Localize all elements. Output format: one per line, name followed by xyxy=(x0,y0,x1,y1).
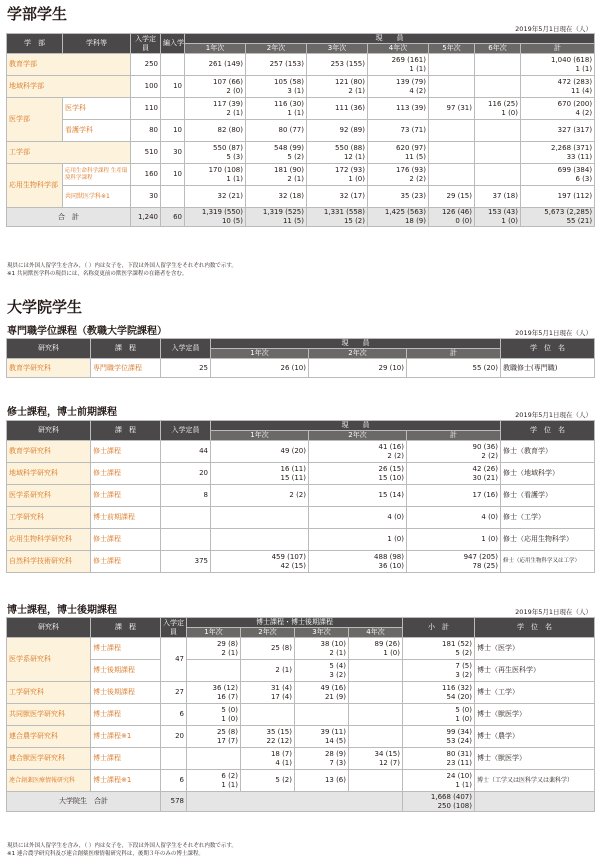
header-course: 課 程 xyxy=(91,339,161,359)
table-row xyxy=(7,660,595,682)
school-cell: 工学研究科 xyxy=(7,682,91,704)
header-year: 計 xyxy=(407,431,501,441)
capacity-cell: 44 xyxy=(161,441,211,463)
faculty-cell: 応用生物科学部 xyxy=(7,164,63,208)
value-cell: 92 (89) xyxy=(307,120,368,142)
value-cell xyxy=(475,76,521,98)
faculty-cell: 地域科学部 xyxy=(7,76,131,98)
value-cell xyxy=(429,142,475,164)
value-cell: 5 (0) 1 (0) xyxy=(403,704,475,726)
degree-cell: 博士（農学） xyxy=(475,726,595,748)
course-cell: 修士課程 xyxy=(91,529,161,551)
table-row xyxy=(7,441,595,463)
value-cell: 139 (79) 4 (2) xyxy=(368,76,429,98)
school-cell: 工学研究科 xyxy=(7,507,91,529)
blank-cell xyxy=(187,792,403,812)
value-cell xyxy=(295,704,349,726)
value-cell: 550 (87) 5 (3) xyxy=(185,142,246,164)
course-cell: 博士課程 xyxy=(91,704,161,726)
undergrad-total-row xyxy=(7,208,595,227)
total-transfer: 60 xyxy=(161,208,185,227)
header-current: 現 員 xyxy=(185,34,595,44)
header-subtotal: 小 計 xyxy=(403,618,475,638)
value-cell xyxy=(475,120,521,142)
value-cell: 670 (200) 4 (2) xyxy=(521,98,595,120)
header-capacity: 入学定員 xyxy=(131,34,161,54)
value-cell xyxy=(429,54,475,76)
undergrad-title: 学部学生 xyxy=(7,5,68,23)
value-cell xyxy=(475,54,521,76)
table-row xyxy=(7,551,595,573)
value-cell: 29 (8) 2 (1) xyxy=(187,638,241,660)
value-cell: 73 (71) xyxy=(368,120,429,142)
value-cell xyxy=(349,770,403,792)
grad-total-label: 大学院生 合計 xyxy=(7,792,161,812)
header-degree: 学 位 名 xyxy=(501,421,595,441)
header-year: 3年次 xyxy=(307,44,368,54)
value-cell: 257 (153) xyxy=(246,54,307,76)
value-cell: 13 (6) xyxy=(295,770,349,792)
total-capacity: 1,240 xyxy=(131,208,161,227)
header-degree: 学 位 名 xyxy=(475,618,595,638)
faculty-cell: 医学部 xyxy=(7,98,63,142)
capacity-cell: 20 xyxy=(161,726,187,748)
value-cell: 5 (0) 1 (0) xyxy=(187,704,241,726)
transfer-cell xyxy=(161,54,185,76)
degree-cell: 博士（工学又は医科学又は薬科学） xyxy=(475,770,595,792)
value-cell: 253 (155) xyxy=(307,54,368,76)
value-cell: 55 (20) xyxy=(407,359,501,378)
school-cell: 教育学研究科 xyxy=(7,359,91,378)
value-cell: 80 (77) xyxy=(246,120,307,142)
school-cell: 応用生物科学研究科 xyxy=(7,529,91,551)
school-cell: 共同獣医学研究科 xyxy=(7,704,91,726)
dept-cell: 看護学科 xyxy=(63,120,131,142)
value-cell: 197 (112) xyxy=(521,186,595,208)
faculty-cell: 工学部 xyxy=(7,142,131,164)
header-year: 2年次 xyxy=(309,431,407,441)
prof-table xyxy=(6,338,595,378)
value-cell xyxy=(429,164,475,186)
dept-cell: 応用生命科学課程 生産環境科学課程 xyxy=(63,164,131,186)
grad-total-cell: 1,668 (407) 250 (108) xyxy=(403,792,475,812)
capacity-cell: 100 xyxy=(131,76,161,98)
value-cell xyxy=(241,704,295,726)
value-cell: 620 (97) 11 (5) xyxy=(368,142,429,164)
header-year: 1年次 xyxy=(211,349,309,359)
course-cell: 博士課程 xyxy=(91,638,161,660)
table-row xyxy=(7,98,595,120)
table-row xyxy=(7,120,595,142)
doctor-note-1: 現員には外国人留学生を含み，（ ）内は女子を，下段は外国人留学生をそれぞれ内数で示す。 xyxy=(7,843,237,849)
master-date: 2019年5月1日現在（人） xyxy=(515,411,592,419)
table-row xyxy=(7,164,595,186)
header-year: 4年次 xyxy=(368,44,429,54)
degree-cell: 博士（獣医学） xyxy=(475,748,595,770)
capacity-cell: 110 xyxy=(131,98,161,120)
header-year: 4年次 xyxy=(349,628,403,638)
value-cell xyxy=(475,164,521,186)
degree-cell: 博士（工学） xyxy=(475,682,595,704)
value-cell: 29 (15) xyxy=(429,186,475,208)
degree-cell: 教職修士(専門職) xyxy=(501,359,595,378)
total-cell: 1,331 (558) 15 (2) xyxy=(307,208,368,227)
value-cell: 172 (93) 1 (0) xyxy=(307,164,368,186)
value-cell: 488 (98) 36 (10) xyxy=(309,551,407,573)
value-cell xyxy=(349,682,403,704)
table-row xyxy=(7,770,595,792)
value-cell: 947 (205) 78 (25) xyxy=(407,551,501,573)
value-cell: 97 (31) xyxy=(429,98,475,120)
header-year: 2年次 xyxy=(309,349,407,359)
course-cell: 博士課程※1 xyxy=(91,770,161,792)
value-cell xyxy=(475,142,521,164)
value-cell: 15 (14) xyxy=(309,485,407,507)
value-cell: 4 (0) xyxy=(309,507,407,529)
value-cell: 2,268 (371) 33 (11) xyxy=(521,142,595,164)
value-cell: 117 (39) 2 (1) xyxy=(185,98,246,120)
doctor-date: 2019年5月1日現在（人） xyxy=(515,608,592,616)
table-row xyxy=(7,142,595,164)
header-capacity: 入学定員 xyxy=(161,618,187,638)
value-cell: 24 (10) 1 (1) xyxy=(403,770,475,792)
header-course: 課 程 xyxy=(91,618,161,638)
header-year: 5年次 xyxy=(429,44,475,54)
table-row xyxy=(7,682,595,704)
value-cell xyxy=(211,529,309,551)
value-cell: 2 (2) xyxy=(211,485,309,507)
header-year: 3年次 xyxy=(295,628,349,638)
capacity-cell xyxy=(161,507,211,529)
value-cell: 80 (31) 23 (11) xyxy=(403,748,475,770)
header-school: 研究科 xyxy=(7,339,91,359)
value-cell: 111 (36) xyxy=(307,98,368,120)
value-cell: 18 (7) 4 (1) xyxy=(241,748,295,770)
value-cell: 699 (384) 6 (3) xyxy=(521,164,595,186)
degree-cell: 博士（再生医科学） xyxy=(475,660,595,682)
school-cell: 連合農学研究科 xyxy=(7,726,91,748)
value-cell: 5 (4) 3 (2) xyxy=(295,660,349,682)
value-cell: 105 (58) 3 (1) xyxy=(246,76,307,98)
dept-cell: 医学科 xyxy=(63,98,131,120)
capacity-cell: 250 xyxy=(131,54,161,76)
degree-cell: 博士（獣医学） xyxy=(475,704,595,726)
value-cell: 39 (11) 14 (5) xyxy=(295,726,349,748)
dept-cell: 共同獣医学科※1 xyxy=(63,186,131,208)
school-cell: 地域科学研究科 xyxy=(7,463,91,485)
grad-total-row xyxy=(7,792,595,812)
undergrad-date: 2019年5月1日現在（人） xyxy=(515,25,592,33)
table-row xyxy=(7,529,595,551)
header-school: 研究科 xyxy=(7,618,91,638)
value-cell: 32 (21) xyxy=(185,186,246,208)
value-cell: 116 (32) 54 (20) xyxy=(403,682,475,704)
value-cell: 327 (317) xyxy=(521,120,595,142)
school-cell: 連合獣医学研究科 xyxy=(7,748,91,770)
degree-cell: 修士（地域科学） xyxy=(501,463,595,485)
header-year: 2年次 xyxy=(241,628,295,638)
value-cell: 26 (15) 15 (10) xyxy=(309,463,407,485)
total-cell: 1,319 (550) 10 (5) xyxy=(185,208,246,227)
total-cell: 153 (43) 1 (0) xyxy=(475,208,521,227)
header-transfer: 編入学 xyxy=(161,34,185,54)
doctor-table xyxy=(6,617,595,812)
value-cell: 5 (2) xyxy=(241,770,295,792)
value-cell: 2 (1) xyxy=(241,660,295,682)
value-cell: 26 (10) xyxy=(211,359,309,378)
total-cell: 1,319 (525) 11 (5) xyxy=(246,208,307,227)
value-cell: 176 (93) 2 (2) xyxy=(368,164,429,186)
course-cell: 博士後期課程 xyxy=(91,682,161,704)
transfer-cell xyxy=(161,98,185,120)
header-capacity: 入学定員 xyxy=(161,339,211,359)
value-cell: 41 (16) 2 (2) xyxy=(309,441,407,463)
value-cell: 181 (52) 5 (2) xyxy=(403,638,475,660)
value-cell: 49 (16) 21 (9) xyxy=(295,682,349,704)
value-cell: 1 (0) xyxy=(407,529,501,551)
transfer-cell: 10 xyxy=(161,164,185,186)
table-row xyxy=(7,704,595,726)
value-cell: 32 (17) xyxy=(307,186,368,208)
table-row xyxy=(7,507,595,529)
doctor-note-2: ※1 連合農学研究科及び連合創薬医療情報研究科は，後期３年のみの博士課程。 xyxy=(7,851,204,857)
table-row xyxy=(7,359,595,378)
doctor-title: 博士課程，博士後期課程 xyxy=(7,605,117,616)
transfer-cell: 10 xyxy=(161,76,185,98)
capacity-cell: 6 xyxy=(161,770,187,792)
value-cell: 32 (18) xyxy=(246,186,307,208)
course-cell: 修士課程 xyxy=(91,463,161,485)
table-row xyxy=(7,748,595,770)
capacity-cell: 6 xyxy=(161,704,187,726)
value-cell: 25 (8) xyxy=(241,638,295,660)
header-current: 現 員 xyxy=(211,339,501,349)
value-cell: 6 (2) 1 (1) xyxy=(187,770,241,792)
capacity-cell: 375 xyxy=(161,551,211,573)
value-cell: 42 (26) 30 (21) xyxy=(407,463,501,485)
degree-cell: 修士（工学） xyxy=(501,507,595,529)
course-cell: 博士課程※1 xyxy=(91,726,161,748)
header-school: 研究科 xyxy=(7,421,91,441)
school-cell: 医学系研究科 xyxy=(7,485,91,507)
value-cell: 121 (80) 2 (1) xyxy=(307,76,368,98)
header-year: 計 xyxy=(521,44,595,54)
undergrad-note-2: ※1 共同獣医学科の現員には，名称変更前の獣医学課程の在籍者を含む。 xyxy=(7,271,188,277)
value-cell xyxy=(187,748,241,770)
capacity-cell: 25 xyxy=(161,359,211,378)
value-cell: 1 (0) xyxy=(309,529,407,551)
value-cell xyxy=(349,726,403,748)
course-cell: 博士後期課程 xyxy=(91,660,161,682)
value-cell: 35 (15) 22 (12) xyxy=(241,726,295,748)
value-cell: 82 (80) xyxy=(185,120,246,142)
table-row xyxy=(7,54,595,76)
capacity-cell xyxy=(161,748,187,770)
capacity-cell: 20 xyxy=(161,463,211,485)
table-row xyxy=(7,76,595,98)
value-cell: 28 (9) 7 (3) xyxy=(295,748,349,770)
total-cell: 5,673 (2,285) 55 (21) xyxy=(521,208,595,227)
undergrad-note-1: 現員には外国人留学生を含み，（ ）内は女子を，下段は外国人留学生をそれぞれ内数で示す。 xyxy=(7,263,237,269)
table-row xyxy=(7,463,595,485)
value-cell: 472 (283) 11 (4) xyxy=(521,76,595,98)
course-cell: 修士課程 xyxy=(91,441,161,463)
blank-cell xyxy=(475,792,595,812)
capacity-cell: 47 xyxy=(161,638,187,682)
capacity-cell: 30 xyxy=(131,186,161,208)
value-cell: 1,040 (618) 1 (1) xyxy=(521,54,595,76)
faculty-cell: 教育学部 xyxy=(7,54,131,76)
course-cell: 博士課程 xyxy=(91,748,161,770)
header-course: 課 程 xyxy=(91,421,161,441)
school-cell: 教育学研究科 xyxy=(7,441,91,463)
header-year: 1年次 xyxy=(187,628,241,638)
header-capacity: 入学定員 xyxy=(161,421,211,441)
capacity-cell xyxy=(161,529,211,551)
table-row xyxy=(7,726,595,748)
degree-cell: 博士（医学） xyxy=(475,638,595,660)
value-cell xyxy=(187,660,241,682)
header-current: 現 員 xyxy=(211,421,501,431)
table-row xyxy=(7,485,595,507)
capacity-cell: 8 xyxy=(161,485,211,507)
header-current: 博士課程・博士後期課程 xyxy=(187,618,403,628)
capacity-cell: 160 xyxy=(131,164,161,186)
total-cell: 1,425 (563) 18 (9) xyxy=(368,208,429,227)
master-table xyxy=(6,420,595,573)
value-cell: 459 (107) 42 (15) xyxy=(211,551,309,573)
value-cell: 49 (20) xyxy=(211,441,309,463)
value-cell: 36 (12) 16 (7) xyxy=(187,682,241,704)
value-cell: 34 (15) 12 (7) xyxy=(349,748,403,770)
degree-cell: 修士（応用生物科学） xyxy=(501,529,595,551)
total-cell: 126 (46) 0 (0) xyxy=(429,208,475,227)
course-cell: 専門職学位課程 xyxy=(91,359,161,378)
school-cell: 医学系研究科 xyxy=(7,638,91,682)
capacity-cell: 80 xyxy=(131,120,161,142)
master-title: 修士課程，博士前期課程 xyxy=(7,407,117,418)
value-cell: 17 (16) xyxy=(407,485,501,507)
course-cell: 修士課程 xyxy=(91,551,161,573)
value-cell: 113 (39) xyxy=(368,98,429,120)
value-cell: 99 (34) 53 (24) xyxy=(403,726,475,748)
grad-title: 大学院学生 xyxy=(7,298,83,316)
course-cell: 修士課程 xyxy=(91,485,161,507)
value-cell: 107 (66) 2 (0) xyxy=(185,76,246,98)
degree-cell: 修士（教育学） xyxy=(501,441,595,463)
value-cell: 550 (88) 12 (1) xyxy=(307,142,368,164)
degree-cell: 修士（応用生物科学又は工学） xyxy=(501,551,595,573)
course-cell: 博士前期課程 xyxy=(91,507,161,529)
value-cell xyxy=(429,120,475,142)
value-cell: 35 (23) xyxy=(368,186,429,208)
value-cell: 116 (30) 1 (1) xyxy=(246,98,307,120)
value-cell: 170 (108) 1 (1) xyxy=(185,164,246,186)
value-cell: 89 (26) 1 (0) xyxy=(349,638,403,660)
value-cell xyxy=(429,76,475,98)
undergrad-table xyxy=(6,33,595,227)
value-cell xyxy=(211,507,309,529)
prof-date: 2019年5月1日現在（人） xyxy=(515,329,592,337)
header-year: 計 xyxy=(407,349,501,359)
value-cell: 31 (4) 17 (4) xyxy=(241,682,295,704)
value-cell: 548 (99) 5 (2) xyxy=(246,142,307,164)
header-year: 2年次 xyxy=(246,44,307,54)
table-row xyxy=(7,638,595,660)
value-cell: 261 (149) xyxy=(185,54,246,76)
school-cell: 連合創薬医療情報研究科 xyxy=(7,770,91,792)
school-cell: 自然科学技術研究科 xyxy=(7,551,91,573)
capacity-cell: 27 xyxy=(161,682,187,704)
value-cell: 269 (161) 1 (1) xyxy=(368,54,429,76)
value-cell: 16 (11) 15 (11) xyxy=(211,463,309,485)
value-cell: 38 (10) 2 (1) xyxy=(295,638,349,660)
header-degree: 学 位 名 xyxy=(501,339,595,359)
header-faculty: 学 部 xyxy=(7,34,63,54)
header-year: 1年次 xyxy=(211,431,309,441)
prof-title: 専門職学位課程（教職大学院課程） xyxy=(7,326,167,337)
value-cell: 29 (10) xyxy=(309,359,407,378)
degree-cell: 修士（看護学） xyxy=(501,485,595,507)
value-cell: 90 (36) 2 (2) xyxy=(407,441,501,463)
total-label: 合 計 xyxy=(7,208,131,227)
transfer-cell: 30 xyxy=(161,142,185,164)
value-cell: 116 (25) 1 (0) xyxy=(475,98,521,120)
value-cell: 4 (0) xyxy=(407,507,501,529)
header-dept: 学科等 xyxy=(63,34,131,54)
value-cell: 7 (5) 3 (2) xyxy=(403,660,475,682)
grad-total-capacity: 578 xyxy=(161,792,187,812)
value-cell xyxy=(349,704,403,726)
value-cell xyxy=(349,660,403,682)
value-cell: 25 (8) 17 (7) xyxy=(187,726,241,748)
table-row xyxy=(7,186,595,208)
header-year: 6年次 xyxy=(475,44,521,54)
transfer-cell xyxy=(161,186,185,208)
value-cell: 181 (90) 2 (1) xyxy=(246,164,307,186)
transfer-cell: 10 xyxy=(161,120,185,142)
capacity-cell: 510 xyxy=(131,142,161,164)
value-cell: 37 (18) xyxy=(475,186,521,208)
header-year: 1年次 xyxy=(185,44,246,54)
